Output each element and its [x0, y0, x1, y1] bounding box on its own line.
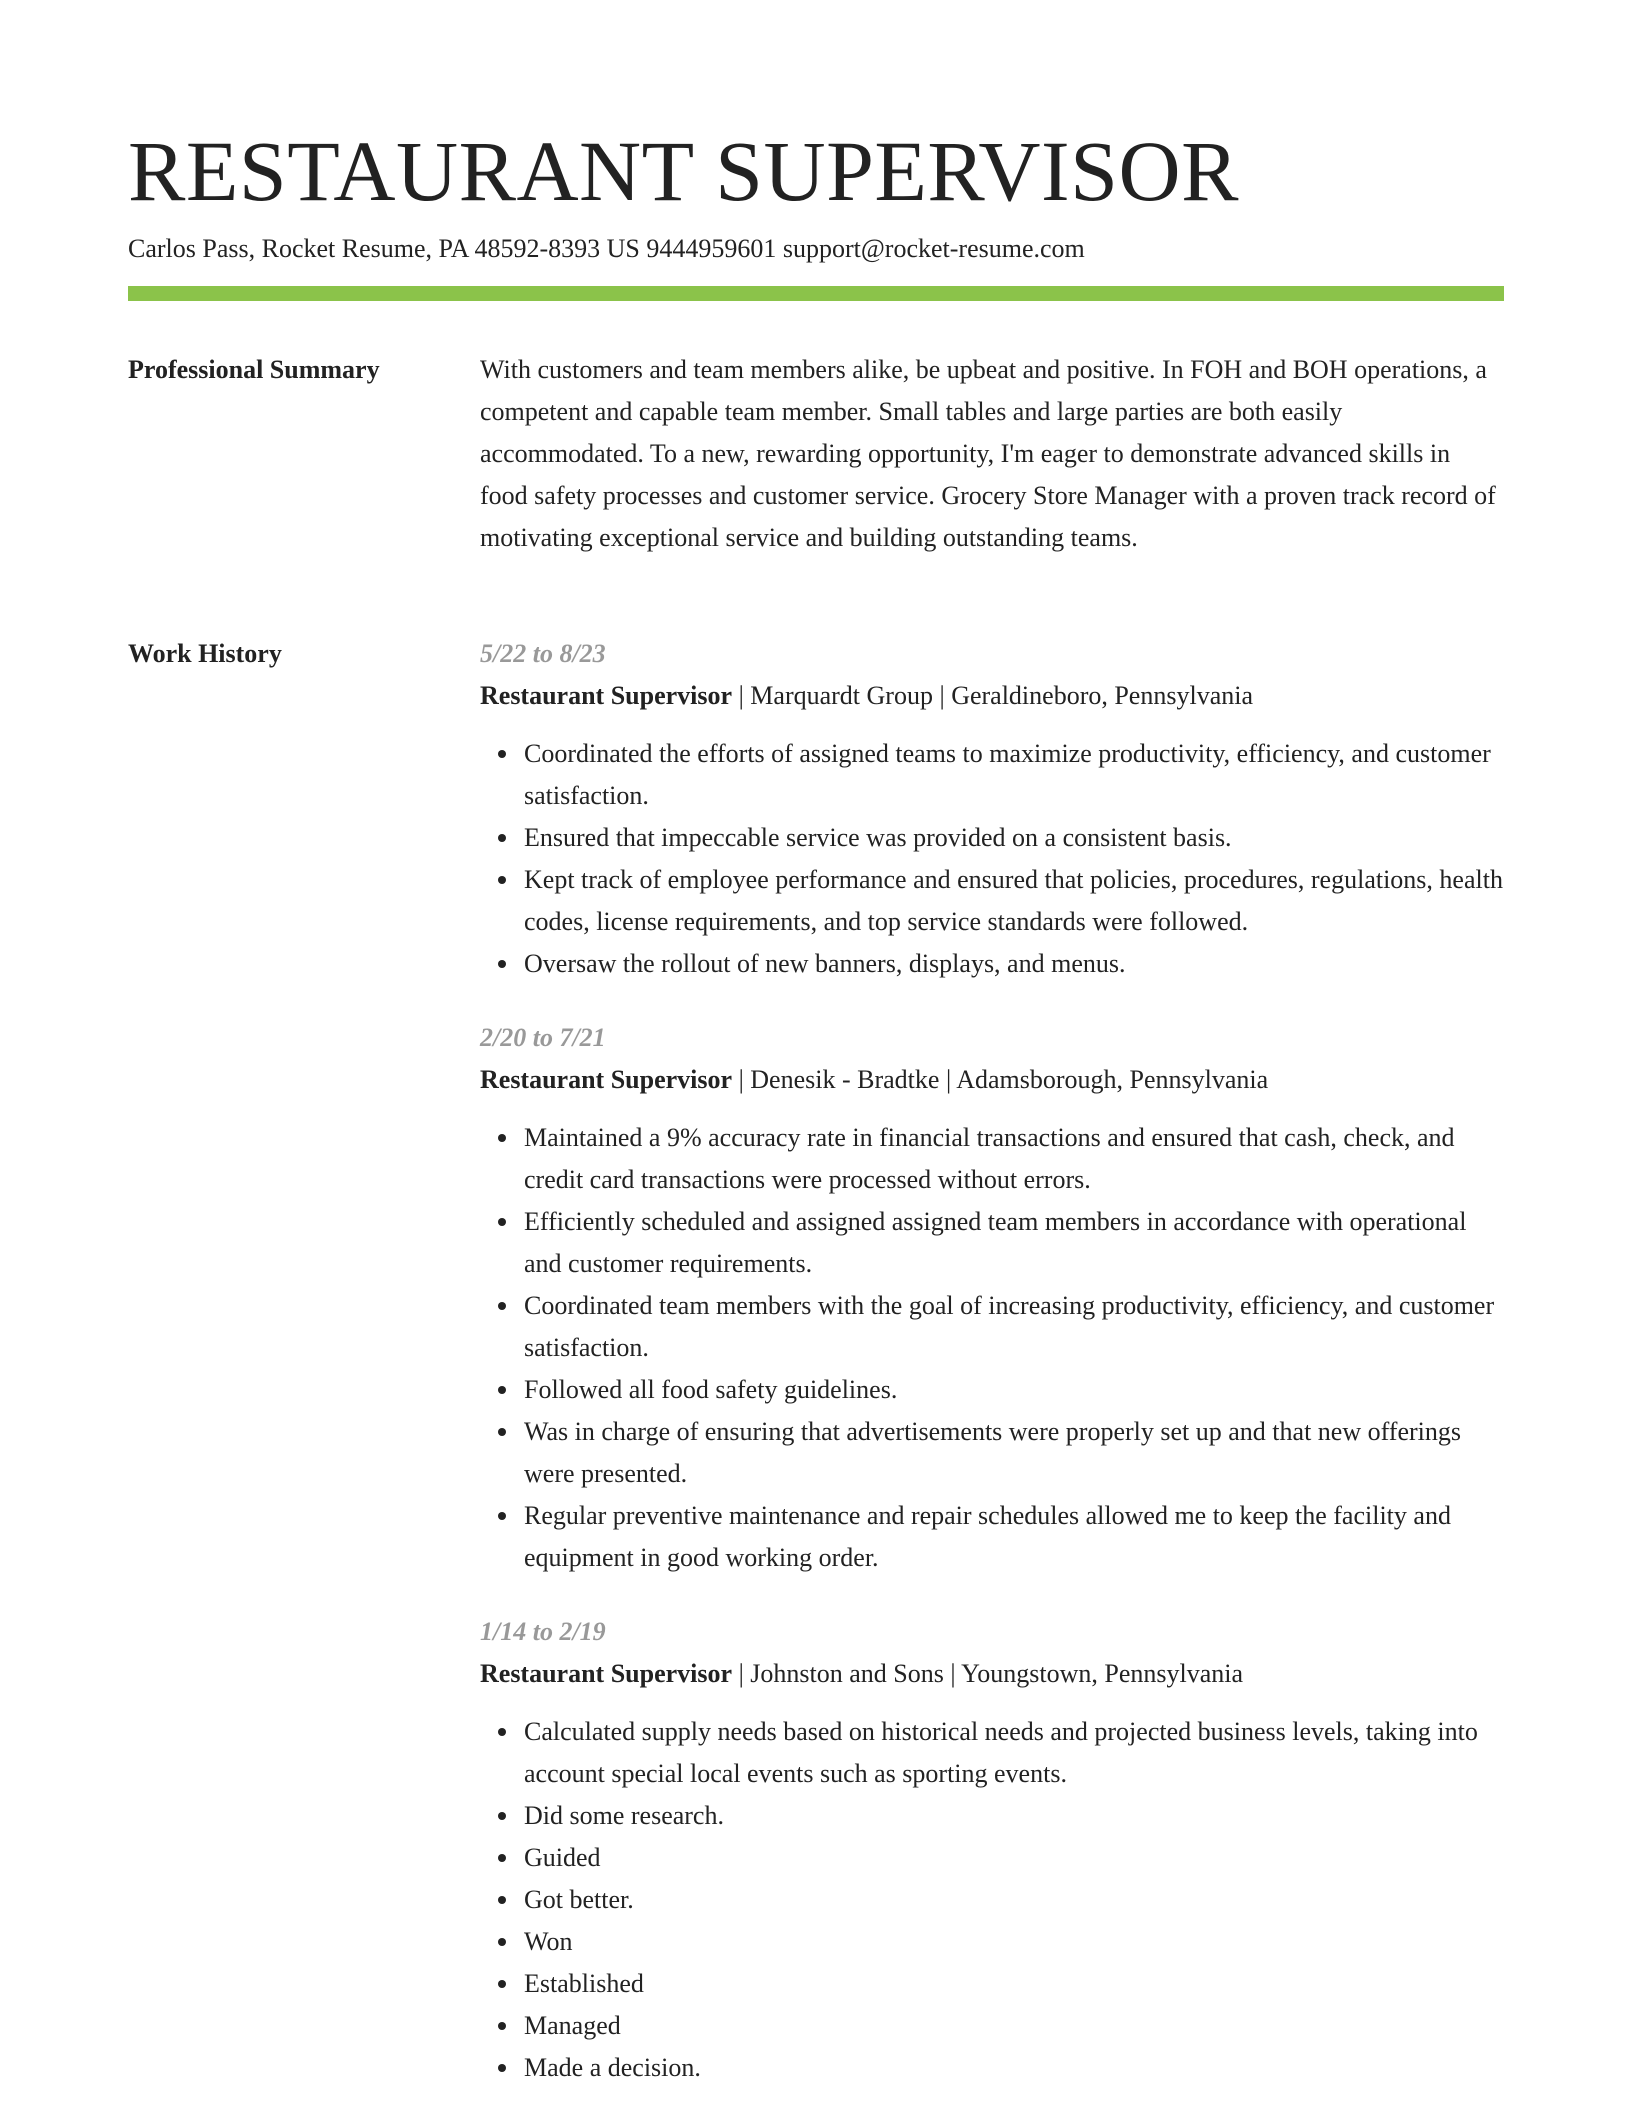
job-bullet: Regular preventive maintenance and repair schedules allowed me to keep the facility and equipment in good working order.	[524, 1495, 1504, 1579]
contact-phone: 9444959601	[646, 234, 777, 263]
contact-line	[128, 232, 1085, 266]
job-role: Restaurant Supervisor	[480, 1659, 733, 1688]
job-company: | Marquardt Group	[732, 681, 933, 710]
job-dates: 5/22 to 8/23	[480, 639, 606, 668]
job-heading	[480, 675, 1504, 717]
job-bullet: Maintained a 9% accuracy rate in financial transactions and ensured that cash, check, and credit card transactions were processed without errors.	[524, 1117, 1504, 1201]
contact-name: Carlos Pass,	[128, 234, 256, 263]
job-bullet: Established	[524, 1963, 1504, 2005]
job-bullet: Guided	[524, 1837, 1504, 1879]
job-company: | Denesik - Bradtke	[732, 1065, 939, 1094]
contact-address: Rocket Resume, PA 48592-8393 US	[261, 234, 640, 263]
summary-section	[480, 349, 1504, 559]
contact-email: support@rocket-resume.com	[782, 234, 1085, 263]
job-bullet: Followed all food safety guidelines.	[524, 1369, 1504, 1411]
job-heading	[480, 1059, 1504, 1101]
summary-text: With customers and team members alike, be upbeat and positive. In FOH and BOH operations, a competent and capable team member. Small tables and large parties are both easily accommodated. To a new, rewarding opportunity, I'm eager to demonstrate advanced skills in food safety processes and customer service. Grocery Store Manager with a proven track record of motivating exceptional service and building outstanding teams.	[480, 355, 1496, 552]
job-bullet: Made a decision.	[524, 2047, 1504, 2089]
job-bullets	[480, 1711, 1504, 2089]
job-bullet: Kept track of employee performance and ensured that policies, procedures, regulations, health codes, license requirements, and top service standards were followed.	[524, 859, 1504, 943]
job-bullet: Ensured that impeccable service was provided on a consistent basis.	[524, 817, 1504, 859]
job-bullet: Coordinated the efforts of assigned teams to maximize productivity, efficiency, and customer satisfaction.	[524, 733, 1504, 817]
job-heading	[480, 1653, 1504, 1695]
resume-title: RESTAURANT SUPERVISOR	[128, 123, 1239, 219]
job-entry	[480, 1017, 1504, 1579]
job-dates: 1/14 to 2/19	[480, 1617, 606, 1646]
section-label-work-history: Work History	[128, 639, 282, 668]
job-bullets	[480, 733, 1504, 985]
header-divider	[128, 286, 1504, 301]
job-dates: 2/20 to 7/21	[480, 1023, 606, 1052]
work-history-section	[480, 633, 1504, 2121]
job-bullet: Managed	[524, 2005, 1504, 2047]
job-bullet: Calculated supply needs based on historical needs and projected business levels, taking into account special local events such as sporting events.	[524, 1711, 1504, 1795]
job-bullet: Did some research.	[524, 1795, 1504, 1837]
job-role: Restaurant Supervisor	[480, 681, 733, 710]
job-company: | Johnston and Sons	[732, 1659, 944, 1688]
job-location: | Adamsborough, Pennsylvania	[939, 1065, 1268, 1094]
job-bullet: Coordinated team members with the goal of increasing productivity, efficiency, and customer satisfaction.	[524, 1285, 1504, 1369]
job-bullet: Efficiently scheduled and assigned assigned team members in accordance with operational and customer requirements.	[524, 1201, 1504, 1285]
job-bullets	[480, 1117, 1504, 1579]
job-location: | Youngstown, Pennsylvania	[944, 1659, 1243, 1688]
job-entry	[480, 633, 1504, 985]
job-bullet: Oversaw the rollout of new banners, displays, and menus.	[524, 943, 1504, 985]
job-bullet: Won	[524, 1921, 1504, 1963]
job-role: Restaurant Supervisor	[480, 1065, 733, 1094]
job-bullet: Got better.	[524, 1879, 1504, 1921]
job-bullet: Was in charge of ensuring that advertisements were properly set up and that new offerings were presented.	[524, 1411, 1504, 1495]
job-location: | Geraldineboro, Pennsylvania	[933, 681, 1253, 710]
section-label-summary: Professional Summary	[128, 355, 380, 384]
job-entry	[480, 1611, 1504, 2089]
